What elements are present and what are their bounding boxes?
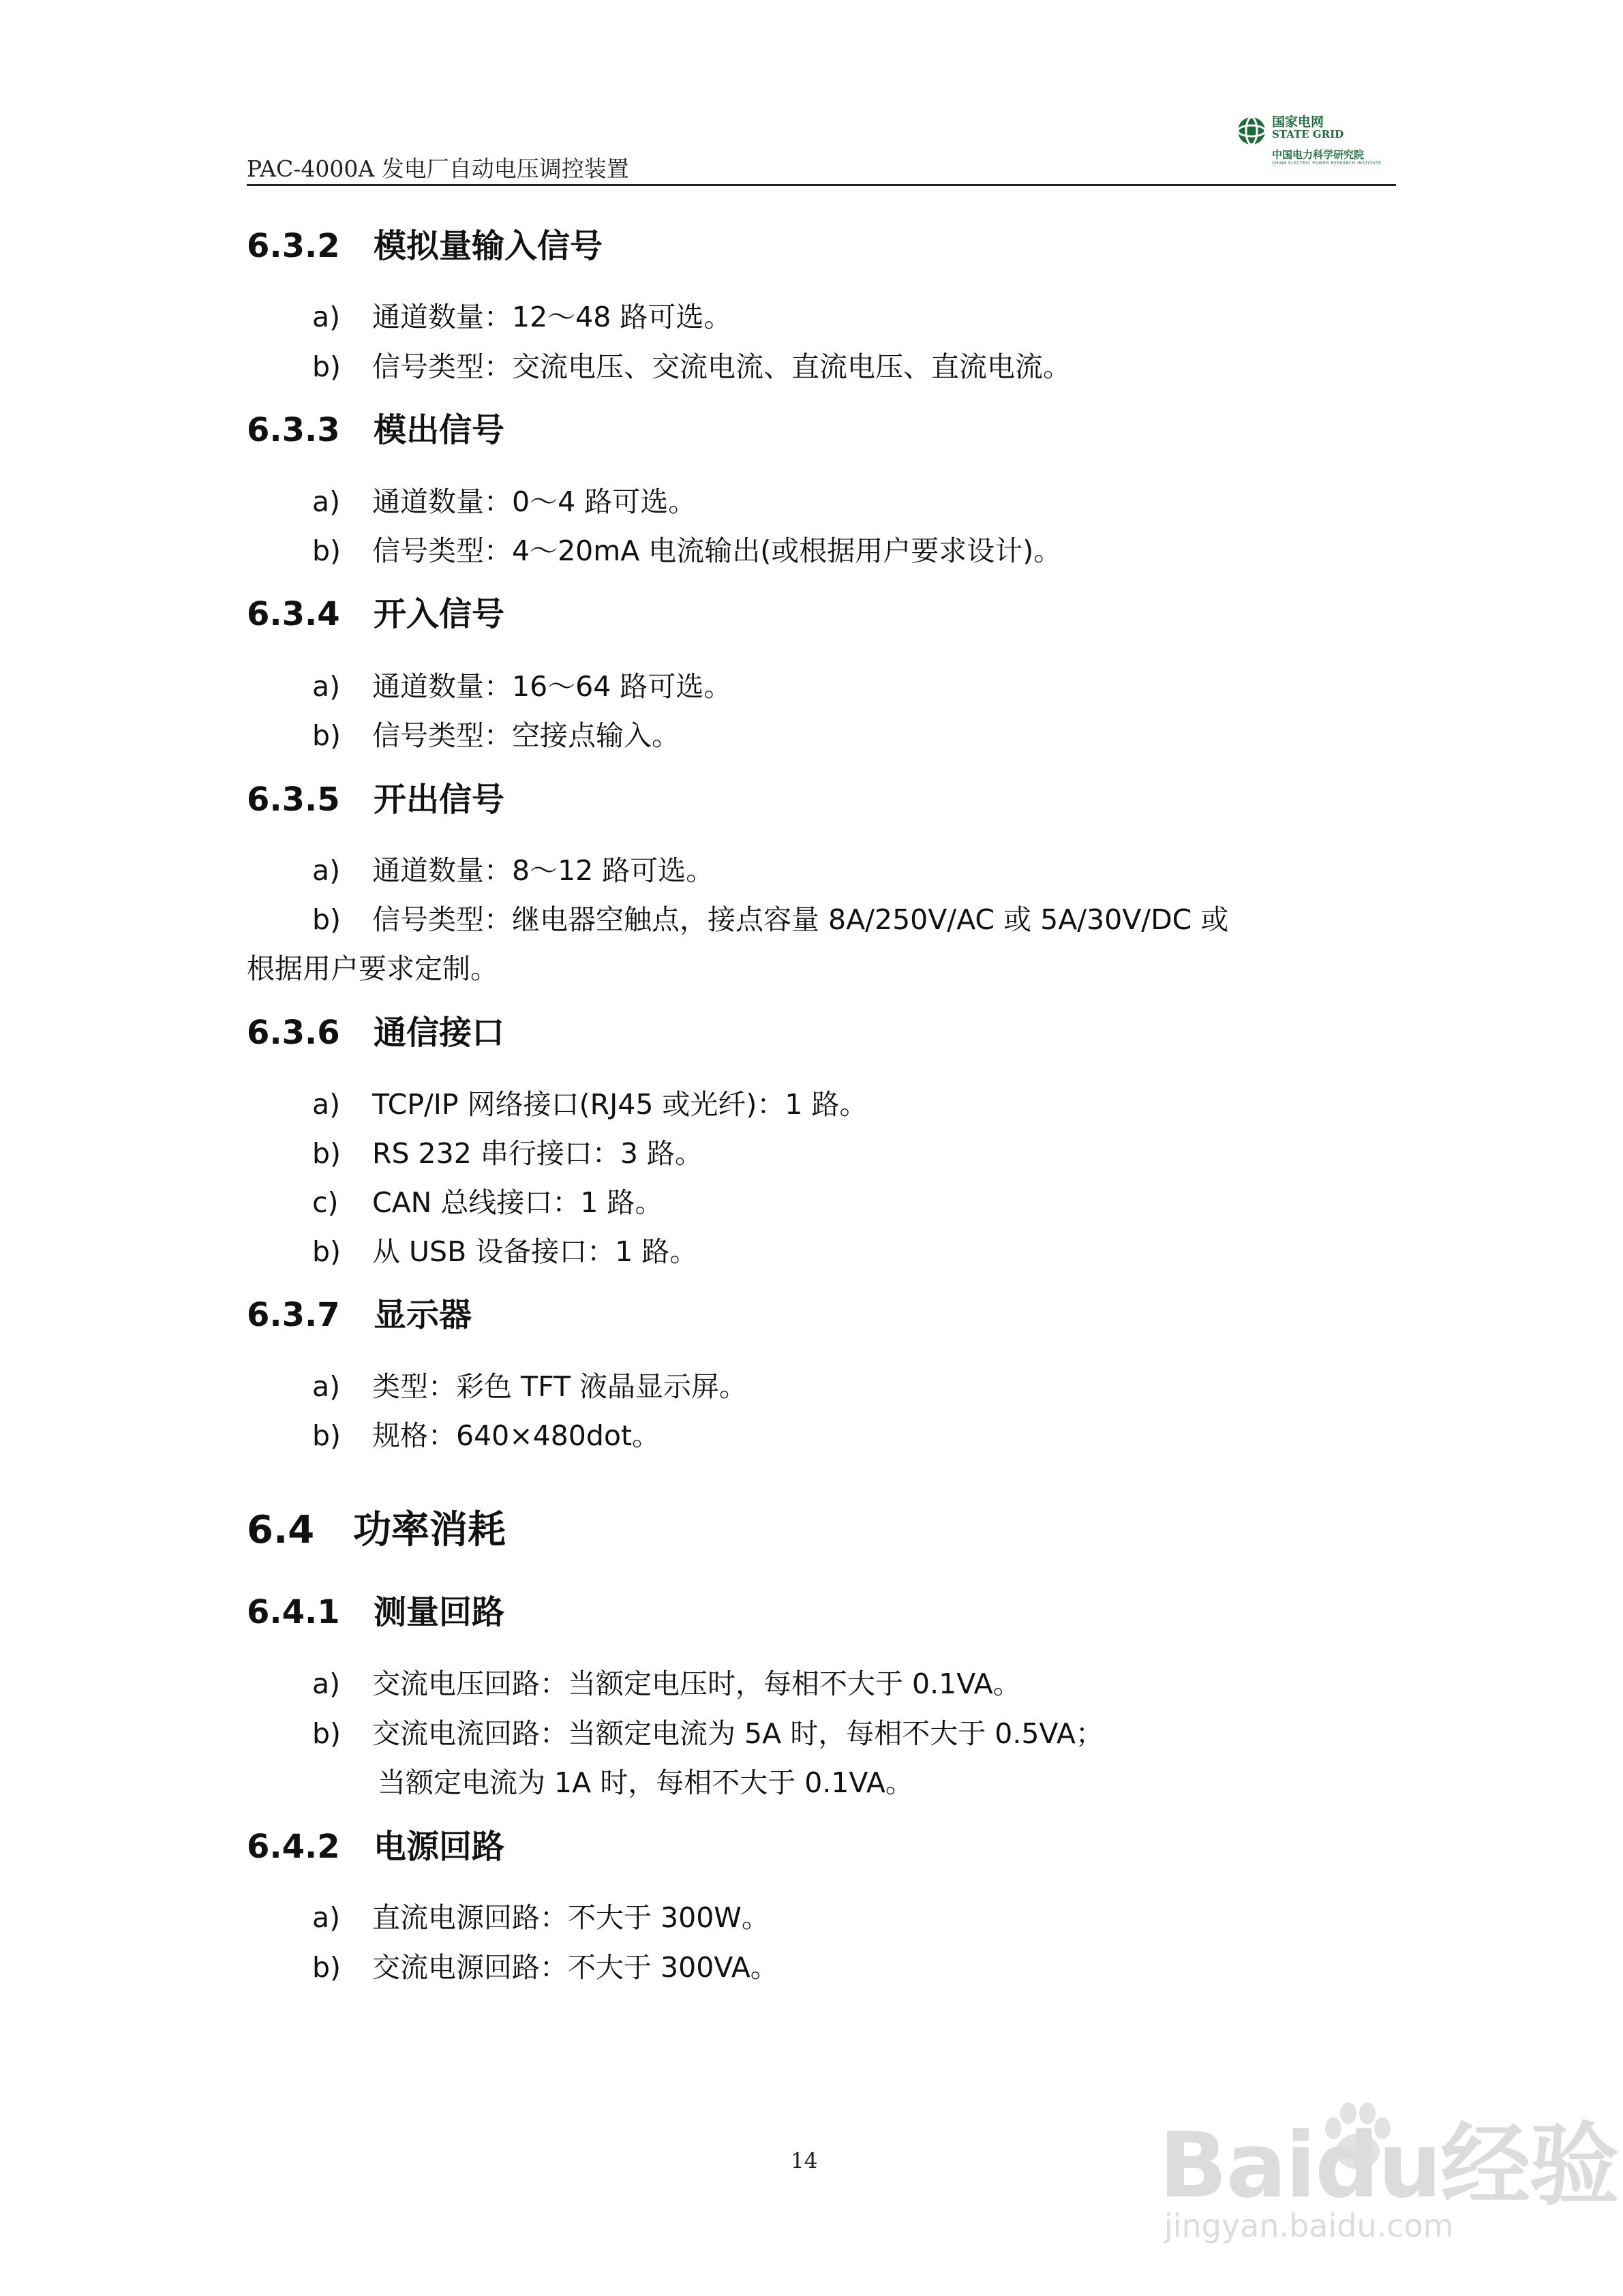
list-text: 从 USB 设备接口：1 路。: [372, 1235, 698, 1268]
list-item: [312, 897, 1228, 937]
page-number: 14: [791, 2149, 818, 2173]
heading-title: 模拟量输入信号: [374, 227, 603, 265]
list-marker: b): [312, 719, 342, 752]
heading-6-3-3: [247, 404, 504, 451]
list-marker: a): [312, 854, 341, 887]
list-text: 通道数量：12～48 路可选。: [372, 301, 732, 333]
list-text: RS 232 串行接口：3 路。: [372, 1137, 703, 1170]
list-marker: a): [312, 670, 341, 703]
list-item: [312, 1180, 663, 1220]
page-header: [247, 108, 1396, 187]
heading-number: 6.4.1: [247, 1593, 340, 1631]
list-marker: a): [312, 1901, 341, 1934]
heading-number: 6.3.4: [247, 595, 340, 633]
list-text: 交流电源回路：不大于 300VA。: [372, 1951, 778, 1984]
heading-title: 开出信号: [374, 781, 505, 819]
list-text: 信号类型：交流电压、交流电流、直流电压、直流电流。: [372, 350, 1071, 383]
heading-number: 6.3.2: [247, 227, 340, 265]
logo-institute-name: 中国电力科学研究院: [1272, 149, 1365, 161]
list-text: 通道数量：16～64 路可选。: [372, 670, 732, 703]
heading-title: 测量回路: [374, 1593, 505, 1631]
state-grid-logo: [1237, 108, 1393, 170]
list-item: [312, 1945, 778, 1985]
heading-number: 6.3.5: [247, 781, 340, 819]
heading-title: 功率消耗: [353, 1508, 506, 1552]
list-text: 通道数量：0～4 路可选。: [372, 485, 697, 518]
heading-6-3-6: [247, 1006, 504, 1053]
list-text: TCP/IP 网络接口(RJ45 或光纤)：1 路。: [372, 1088, 868, 1121]
list-item: [312, 848, 714, 888]
list-item: [312, 344, 1071, 384]
list-item: [312, 1229, 697, 1269]
list-text: 通道数量：8～12 路可选。: [372, 854, 714, 887]
heading-title: 模出信号: [374, 411, 505, 449]
list-text: 信号类型：空接点输入。: [372, 719, 680, 752]
heading-6-3-7: [247, 1288, 472, 1335]
heading-title: 开入信号: [374, 595, 505, 633]
state-grid-logo-icon: [1237, 116, 1266, 146]
heading-6-4-1: [247, 1586, 504, 1633]
header-divider: [247, 184, 1396, 186]
list-marker: a): [312, 1370, 341, 1403]
document-title: PAC-4000A 发电厂自动电压调控装置: [247, 155, 629, 182]
heading-6-4-2: [247, 1820, 504, 1867]
heading-number: 6.3.3: [247, 411, 340, 449]
list-item: [312, 1895, 770, 1935]
heading-6-3-5: [247, 773, 504, 820]
list-item: [312, 1082, 868, 1122]
list-marker: b): [312, 534, 342, 567]
list-text: 信号类型：4～20mA 电流输出(或根据用户要求设计)。: [372, 534, 1062, 567]
list-marker: b): [312, 1235, 342, 1268]
list-item: [312, 1661, 1021, 1702]
heading-title: 显示器: [374, 1296, 472, 1334]
baidu-jingyan-watermark: [1159, 2093, 1618, 2263]
list-text: 规格：640×480dot。: [372, 1419, 661, 1452]
list-item: [312, 294, 731, 335]
watermark-url: jingyan.baidu.com: [1164, 2207, 1454, 2244]
list-marker: b): [312, 1717, 342, 1750]
list-item: [312, 528, 1061, 569]
heading-6-4: [247, 1500, 506, 1554]
list-text: 交流电压回路：当额定电压时，每相不大于 0.1VA。: [372, 1667, 1021, 1700]
list-item: [312, 479, 696, 519]
list-marker: c): [312, 1186, 339, 1219]
list-item: [312, 1413, 660, 1453]
list-item: [312, 1711, 1104, 1751]
list-item: [312, 1364, 747, 1404]
list-text: 交流电流回路：当额定电流为 5A 时，每相不大于 0.5VA；: [372, 1717, 1104, 1750]
list-text: 信号类型：继电器空触点，接点容量 8A/250V/AC 或 5A/30V/DC 或: [372, 903, 1229, 936]
list-item: [312, 713, 680, 753]
heading-number: 6.4.2: [247, 1828, 340, 1866]
list-marker: b): [312, 1137, 342, 1170]
logo-institute-english: CHINA ELECTRIC POWER RESEARCH INSTITUTE: [1272, 161, 1382, 166]
list-text: 类型：彩色 TFT 液晶显示屏。: [372, 1370, 748, 1403]
heading-number: 6.3.6: [247, 1014, 340, 1052]
list-text: 直流电源回路：不大于 300W。: [372, 1901, 770, 1934]
list-item: [312, 664, 731, 704]
logo-english-name: STATE GRID: [1272, 128, 1344, 140]
heading-6-3-4: [247, 588, 504, 635]
heading-title: 电源回路: [374, 1828, 505, 1866]
heading-number: 6.4: [247, 1508, 315, 1552]
list-marker: b): [312, 1951, 342, 1984]
list-text-wrap: 根据用户要求定制。: [247, 952, 498, 985]
list-marker: b): [312, 350, 342, 383]
list-marker: a): [312, 1667, 341, 1700]
list-marker: a): [312, 301, 341, 333]
list-text-continuation: 当额定电流为 1A 时，每相不大于 0.1VA。: [378, 1766, 913, 1799]
list-item: [312, 1131, 703, 1171]
list-marker: b): [312, 903, 342, 936]
heading-number: 6.3.7: [247, 1296, 340, 1334]
list-marker: a): [312, 1088, 341, 1121]
logo-chinese-name: 国家电网: [1272, 115, 1324, 130]
watermark-brand: Baidu经验: [1159, 2113, 1618, 2218]
list-text: CAN 总线接口：1 路。: [372, 1186, 663, 1219]
heading-6-3-2: [247, 220, 603, 267]
heading-title: 通信接口: [374, 1014, 505, 1052]
list-marker: a): [312, 485, 341, 518]
list-marker: b): [312, 1419, 342, 1452]
